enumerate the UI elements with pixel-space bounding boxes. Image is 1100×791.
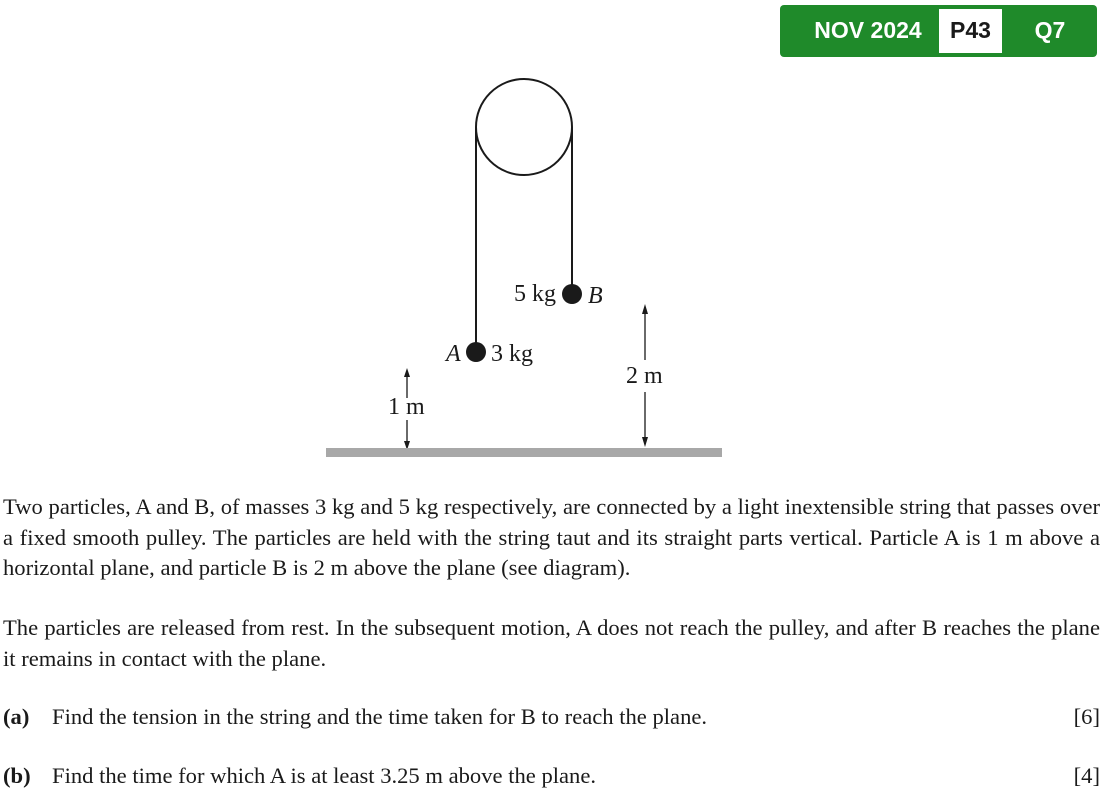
question-part-a (3, 702, 1100, 732)
part-a-text: Find the tension in the string and the time taken for B to reach the plane. (52, 704, 708, 729)
particle-b-label: B (588, 283, 603, 309)
dim-2m-label: 2 m (626, 363, 663, 389)
question-paragraph-1: Two particles, A and B, of masses 3 kg and 5 kg respectively, are connected by a light inextensible string that passes over a fixed smooth pulley. The particles are held with the string taut and its straight parts vertical. Particle A is 1 m above a horizontal plane, and particle B is 2 m above the plane (see diagram). (3, 494, 1100, 580)
particle-b-mass: 5 kg (514, 281, 556, 307)
dim-1m-arrow-up (404, 368, 410, 377)
question-number-label: Q7 (1034, 17, 1066, 43)
part-b-label: (b) (3, 763, 31, 788)
pulley-wheel (476, 79, 572, 175)
part-b-text: Find the time for which A is at least 3.25 m above the plane. (52, 763, 597, 788)
dim-2m-arrow-up (642, 304, 648, 314)
part-a-marks: [6] (1073, 704, 1100, 729)
particle-a (466, 342, 486, 362)
dim-1m-label: 1 m (388, 394, 425, 420)
horizontal-plane (326, 448, 722, 457)
part-b-marks: [4] (1073, 763, 1100, 788)
particle-a-mass: 3 kg (491, 341, 533, 367)
paper-number-label: P43 (939, 9, 1002, 53)
dim-2m-arrow-down (642, 437, 648, 447)
particle-a-label: A (446, 341, 461, 367)
particle-b (562, 284, 582, 304)
part-a-label: (a) (3, 704, 30, 729)
question-paragraph-2: The particles are released from rest. In the subsequent motion, A does not reach the pulley, and after B reaches the plane it remains in contact with the plane. (3, 615, 1100, 671)
question-part-b (3, 761, 1100, 791)
exam-session-label: NOV 2024 (814, 17, 922, 43)
